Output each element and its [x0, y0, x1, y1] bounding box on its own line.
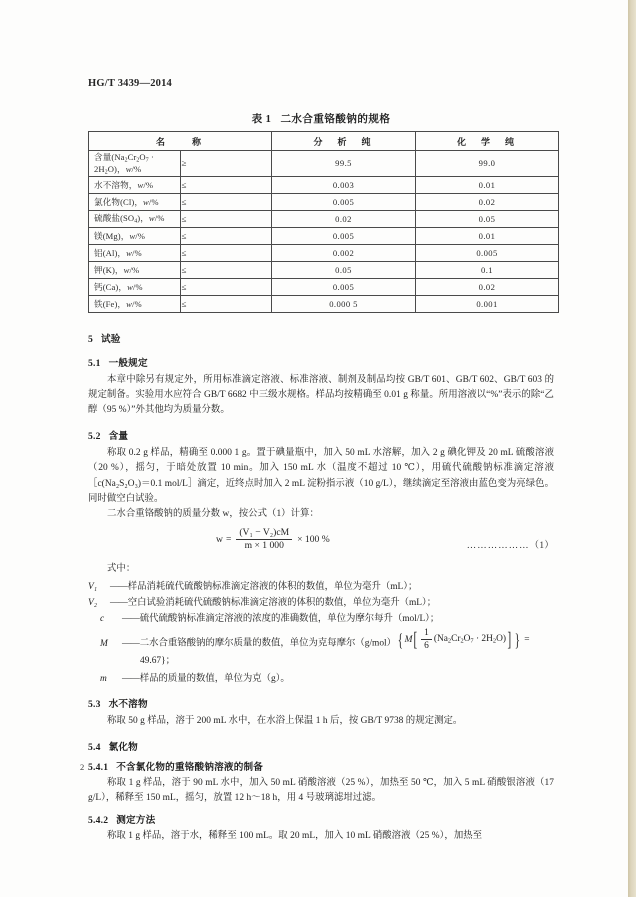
- definition-dash: ——: [110, 582, 127, 593]
- chemical-value: 0.05: [478, 213, 496, 224]
- cell-comparator: [180, 193, 272, 210]
- header-chemical: 化 学 纯: [416, 132, 559, 151]
- brace-close: }: [514, 629, 520, 650]
- section-body-5-1: 本章中除另有规定外，所用标准滴定溶液、标准溶液、制剂及制品均按 GB/T 601、GB/T 602、GB/T 603 的规定制备。实验用水应符合 GB/T 6682 中三级水规格。样品均按精确至 0.01 g 称量。所用溶液以“%”表示的除“乙醇（95 %）”外其他均为质量分数。: [88, 374, 554, 416]
- definition-dash: ——: [122, 614, 139, 625]
- section-number-5-4-2: 5.4.2: [88, 815, 109, 827]
- section-number-5: 5: [88, 333, 93, 345]
- table-row: [89, 244, 559, 261]
- page-number: 2: [80, 762, 85, 772]
- section-number-5-4: 5.4: [88, 741, 101, 753]
- section-body-5-2: 称取 0.2 g 样品，精确至 0.000 1 g。置于碘量瓶中，加入 50 mL 水溶解，加入 2 g 碘化钾及 20 mL 硫酸溶液（20 %），摇匀，于暗处放置 10 min。加入 150 mL 水（温度不超过 10 ℃），用硫代硫酸钠标准滴定溶液［c(Na₂S₂O₃)＝0.1 mol/L］滴定，近终点时加入 2 mL 淀粉指示液（10 g/L），继续滴定至溶液由蓝色变为亮绿色。同时做空白试验。: [88, 447, 554, 504]
- cell-chemical-grade: [416, 151, 559, 177]
- definition-symbol: M: [100, 638, 108, 649]
- definition-symbol: V₁: [88, 582, 97, 593]
- formula-number: （1）: [529, 540, 554, 551]
- cell-name-text: 铝(Al)，w/%: [94, 247, 142, 258]
- comparator-symbol: ≤: [181, 298, 187, 309]
- cell-name-text: 水不溶物，w/%: [94, 179, 154, 190]
- chemical-value: 0.005: [476, 247, 498, 258]
- cell-name: [89, 193, 181, 210]
- definition-text-group: [140, 627, 554, 652]
- page-edge-strip: [628, 0, 636, 897]
- cell-chemical-grade: [416, 176, 559, 193]
- analytical-value: 99.5: [335, 158, 352, 169]
- definition-dash: ——: [122, 674, 139, 685]
- cell-comparator: [180, 210, 272, 227]
- section-body-5-4-2: 称取 1 g 样品，溶于水，稀释至 100 mL。取 20 mL，加入 10 mL 硝酸溶液（25 %），加热至: [107, 831, 483, 842]
- cell-name: [89, 295, 181, 312]
- section-title-5-4-1: 不含氯化物的重铬酸钠溶液的制备: [116, 761, 264, 773]
- definition-text: 空白试验消耗硫代硫酸钠标准滴定溶液的体积的数值，单位为毫升（mL）；: [127, 598, 437, 609]
- definition-symbol: m: [100, 674, 107, 685]
- section-title-5-1: 一般规定: [108, 357, 148, 369]
- table-row: [89, 176, 559, 193]
- page-content: [88, 78, 554, 845]
- bracket-close: ]: [507, 628, 512, 651]
- definition-c: [88, 611, 554, 627]
- section-body-5-3: 称取 50 g 样品，溶于 200 mL 水中，在水浴上保温 1 h 后，按 GB/T 9738 的规定测定。: [107, 716, 463, 727]
- formula-intro: 二水合重铬酸钠的质量分数 w，按公式（1）计算：: [107, 509, 319, 520]
- chemical-value: 99.0: [478, 158, 496, 169]
- cell-analytical-grade: [272, 176, 416, 193]
- cell-analytical-grade: [272, 295, 416, 312]
- definition-symbol: V₂: [88, 598, 97, 609]
- cell-analytical-grade: [272, 193, 416, 210]
- formula-lhs: w: [216, 533, 223, 545]
- table-caption: [88, 111, 554, 126]
- cell-comparator: [180, 261, 272, 278]
- section-heading-5-3: [88, 696, 554, 710]
- specification-table: [88, 131, 559, 313]
- cell-name-text: 钙(Ca)，w/%: [94, 281, 143, 292]
- cell-comparator: [180, 244, 272, 261]
- cell-name: [89, 151, 181, 177]
- table-caption-number: 表 1: [251, 114, 272, 125]
- section-heading-5-4-1: [88, 759, 554, 773]
- cell-analytical-grade: [272, 261, 416, 278]
- formula-equals: =: [225, 533, 232, 545]
- formula-multiplier: × 100 %: [297, 533, 330, 545]
- molar-mass-m: M: [404, 634, 413, 645]
- section-number-5-3: 5.3: [88, 699, 101, 711]
- definition-text: 二水合重铬酸钠的摩尔质量的数值，单位为克每摩尔（g/mol）: [139, 638, 397, 649]
- definition-dash: ——: [110, 598, 127, 609]
- formula-1-row: [88, 526, 554, 560]
- molar-mass-value: 49.67: [140, 656, 162, 667]
- formula-denominator: m × 1 000: [244, 539, 284, 551]
- comparator-symbol: ≤: [181, 281, 187, 292]
- cell-comparator: [180, 278, 272, 295]
- chemical-value: 0.02: [478, 196, 496, 207]
- header-analytical: 分 析 纯: [272, 132, 416, 151]
- cell-name: [89, 261, 181, 278]
- comparator-symbol: ≤: [181, 264, 187, 275]
- cell-chemical-grade: [416, 278, 559, 295]
- cell-analytical-grade: [272, 227, 416, 244]
- definition-m-upper: [88, 627, 554, 652]
- definition-list: [88, 579, 554, 687]
- cell-chemical-grade: [416, 295, 559, 312]
- molar-mass-equals: =: [524, 634, 530, 645]
- definition-m-lower: [88, 671, 554, 687]
- definition-v2: [88, 595, 554, 611]
- section-heading-5-4: [88, 739, 554, 753]
- section-number-5-4-1: 5.4.1: [88, 761, 109, 773]
- definition-text: 硫代硫酸钠标准滴定溶液的浓度的准确数值，单位为摩尔每升（mol/L）；: [139, 614, 440, 625]
- where-label: 式中：: [107, 563, 136, 574]
- section-title-5-4-2: 测定方法: [116, 815, 156, 827]
- analytical-value: 0.003: [332, 179, 355, 190]
- cell-comparator: [180, 151, 272, 177]
- analytical-value: 0.002: [332, 247, 355, 258]
- definition-dash: ——: [122, 638, 139, 649]
- cell-name-text: 含量$(Na_2Cr_2O_7 \cdot 2H_2O)$，w/%: [94, 152, 154, 176]
- formula-numerator: (V₁ − V₂)cM: [236, 527, 292, 540]
- definition-text: 样品消耗硫代硫酸钠标准滴定溶液的体积的数值，单位为毫升（mL）；: [127, 582, 418, 593]
- chemical-value: 0.1: [481, 264, 493, 275]
- comparator-symbol: ≤: [181, 179, 187, 190]
- table-row: [89, 295, 559, 312]
- formula-fraction: [236, 527, 292, 552]
- cell-chemical-grade: [416, 244, 559, 261]
- definition-symbol: c: [100, 614, 105, 625]
- definition-v1: [88, 579, 554, 595]
- definition-text: 样品的质量的数值，单位为克（g）。: [139, 674, 290, 685]
- cell-chemical-grade: [416, 210, 559, 227]
- table-header-row: [89, 132, 559, 151]
- section-heading-5-2: [88, 428, 554, 442]
- section-heading-5-4-2: [88, 812, 554, 826]
- comparator-symbol: ≤: [181, 196, 187, 207]
- formula-1: [216, 527, 330, 552]
- formula-leader-dots: ………………: [466, 540, 530, 551]
- section-title-5-2: 含量: [108, 430, 129, 442]
- cell-analytical-grade: [272, 278, 416, 295]
- cell-name-text: 硫酸盐$(SO_4)$，w/%: [94, 213, 165, 225]
- molar-mass-value-punct: }；: [161, 656, 175, 667]
- cell-name: [89, 278, 181, 295]
- analytical-value: 0.05: [335, 264, 352, 275]
- section-body-5-4-1: 称取 1 g 样品，溶于 90 mL 水中，加入 50 mL 硝酸溶液（25 %），加热至 50 ℃，加入 5 mL 硝酸银溶液（17 g/L），稀释至 150 mL，摇匀，放置 12 h～18 h，用 4 号玻璃滤坩过滤。: [88, 777, 554, 804]
- table-row: [89, 261, 559, 278]
- table-row: [89, 278, 559, 295]
- molar-mass-expression: [396, 627, 530, 652]
- molar-mass-value-line: [88, 653, 554, 669]
- section-heading-5: [88, 331, 554, 345]
- formula-label-group: [467, 537, 554, 551]
- cell-name-text: 氯化物(Cl)，w/%: [94, 196, 159, 207]
- cell-name-text: 钾(K)，w/%: [94, 264, 140, 275]
- standard-code: HG/T 3439—2014: [88, 78, 172, 89]
- cell-name: [89, 244, 181, 261]
- cell-name-text: 镁(Mg)，w/%: [94, 230, 146, 241]
- section-number-5-2: 5.2: [88, 430, 101, 442]
- cell-name-text: 铁(Fe)，w/%: [94, 298, 142, 309]
- chemical-value: 0.001: [476, 298, 498, 309]
- molar-mass-fraction: [421, 627, 432, 652]
- chemical-value: 0.02: [478, 281, 496, 292]
- comparator-symbol: ≤: [181, 230, 187, 241]
- cell-analytical-grade: [272, 210, 416, 227]
- cell-chemical-grade: [416, 193, 559, 210]
- section-heading-5-1: [88, 355, 554, 369]
- cell-analytical-grade: [272, 151, 416, 177]
- comparator-symbol: ≥: [181, 158, 187, 169]
- cell-name: [89, 227, 181, 244]
- bracket-open: [: [413, 628, 418, 651]
- cell-analytical-grade: [272, 244, 416, 261]
- analytical-value: 0.02: [335, 213, 352, 224]
- table-caption-title: 二水合重铬酸钠的规格: [280, 114, 391, 125]
- analytical-value: 0.005: [332, 230, 355, 241]
- section-title-5: 试验: [101, 333, 121, 345]
- section-title-5-3: 水不溶物: [108, 699, 148, 711]
- comparator-symbol: ≤: [181, 213, 187, 224]
- section-title-5-4: 氯化物: [108, 741, 138, 753]
- molar-fraction-num: 1: [421, 627, 432, 640]
- table-body: [89, 151, 559, 313]
- comparator-symbol: ≤: [181, 247, 187, 258]
- cell-name: [89, 210, 181, 227]
- cell-chemical-grade: [416, 227, 559, 244]
- header-name: 名 称: [89, 132, 272, 151]
- cell-comparator: [180, 227, 272, 244]
- cell-name: [89, 176, 181, 193]
- table-row: [89, 227, 559, 244]
- section-number-5-1: 5.1: [88, 357, 101, 369]
- chemical-value: 0.01: [478, 230, 496, 241]
- cell-chemical-grade: [416, 261, 559, 278]
- brace-open: {: [397, 629, 403, 650]
- cell-comparator: [180, 176, 272, 193]
- molar-mass-species: $(Na_2Cr_2O_7 \cdot 2H_2O)$: [433, 633, 506, 644]
- cell-comparator: [180, 295, 272, 312]
- analytical-value: 0.000 5: [329, 298, 358, 309]
- table-row: [89, 210, 559, 227]
- table-row: [89, 193, 559, 210]
- chemical-value: 0.01: [478, 179, 496, 190]
- table-row: [89, 151, 559, 177]
- molar-fraction-den: 6: [424, 641, 429, 652]
- analytical-value: 0.005: [332, 281, 355, 292]
- analytical-value: 0.005: [332, 196, 355, 207]
